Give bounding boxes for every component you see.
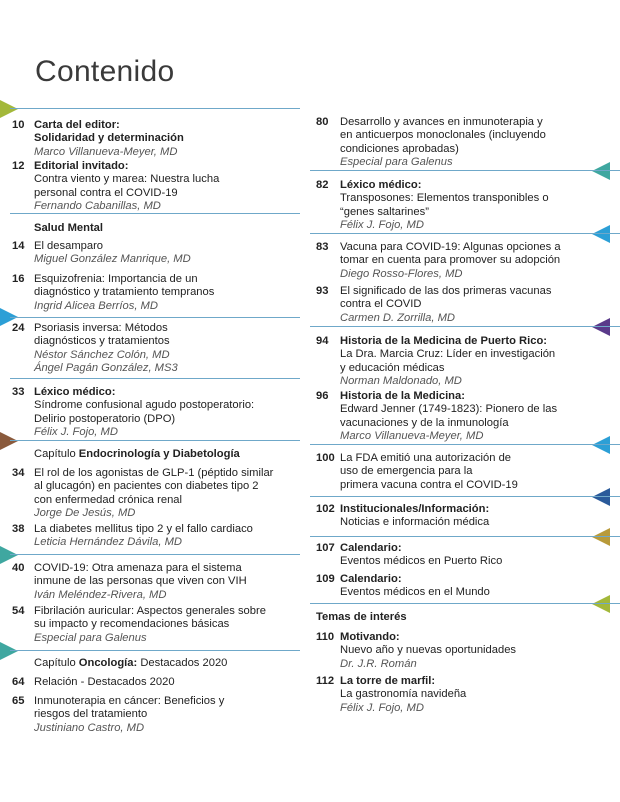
divider: [310, 444, 620, 445]
entry-title: Motivando:: [340, 631, 400, 643]
page-number: 83: [316, 241, 329, 253]
entry-title: Relación - Destacados 2020: [34, 676, 175, 688]
entry-title: COVID-19: Otra amenaza para el sistema: [34, 562, 242, 574]
entry-title: su impacto y recomendaciones básicas: [34, 618, 230, 631]
entry-title: diagnósticos y tratamientos: [34, 335, 170, 348]
page-number: 93: [316, 285, 329, 297]
entry-title: tomar en cuenta para promover su adopción: [340, 254, 561, 267]
entry-title: El rol de los agonistas de GLP-1 (péptido similar: [34, 467, 274, 479]
entry-title: Editorial invitado:: [34, 160, 129, 172]
toc-entry-16[interactable]: [12, 273, 297, 313]
entry-author: Jorge De Jesús, MD: [34, 506, 136, 519]
entry-author: Félix J. Fojo, MD: [34, 425, 118, 438]
green-marker-icon: [0, 100, 18, 118]
page-number: 10: [12, 119, 25, 131]
entry-title: Calendario:: [340, 542, 402, 554]
entry-title: Fibrilación auricular: Aspectos generales sobre: [34, 605, 266, 617]
page-number: 14: [12, 240, 25, 252]
entry-title: Contra viento y marea: Nuestra lucha: [34, 173, 220, 186]
divider: [10, 317, 300, 318]
entry-author: Ángel Pagán González, MS3: [34, 361, 178, 374]
entry-title: condiciones aprobadas): [340, 142, 459, 155]
divider: [310, 536, 620, 537]
toc-entry-83[interactable]: [316, 241, 616, 281]
page-number: 40: [12, 562, 25, 574]
toc-entry-40[interactable]: [12, 562, 297, 602]
toc-entry-12[interactable]: [12, 160, 297, 213]
entry-title: El significado de las dos primeras vacunas: [340, 285, 552, 297]
entry-title: Inmunoterapia en cáncer: Beneficios y: [34, 695, 225, 707]
entry-title: Léxico médico:: [34, 386, 116, 398]
entry-title: y educación médicas: [340, 361, 445, 374]
toc-entry-94[interactable]: [316, 335, 616, 388]
entry-author: Ingrid Alicea Berríos, MD: [34, 299, 158, 312]
section-prefix: Capítulo: [34, 657, 79, 669]
toc-entry-34[interactable]: [12, 467, 297, 520]
entry-title: Noticias e información médica: [340, 516, 490, 529]
entry-author: Félix J. Fojo, MD: [340, 701, 424, 714]
section-name: Oncología:: [78, 657, 138, 669]
entry-title: La diabetes mellitus tipo 2 y el fallo cardiaco: [34, 523, 253, 535]
toc-entry-93[interactable]: [316, 285, 616, 325]
divider: [310, 496, 620, 497]
toc-entry-65[interactable]: [12, 695, 297, 735]
entry-author: Fernando Cabanillas, MD: [34, 199, 161, 212]
entry-title: en anticuerpos monoclonales (incluyendo: [340, 129, 546, 142]
entry-author: Norman Maldonado, MD: [340, 374, 462, 387]
teal-marker-icon: [0, 642, 18, 660]
entry-title: Eventos médicos en el Mundo: [340, 586, 490, 599]
divider: [10, 650, 300, 651]
toc-entry-10[interactable]: [12, 119, 297, 159]
green-marker-icon: [592, 595, 610, 613]
entry-title: Delirio postoperatorio (DPO): [34, 412, 176, 425]
page-number: 94: [316, 335, 329, 347]
toc-entry-33[interactable]: [12, 386, 297, 439]
teal-marker-icon: [592, 162, 610, 180]
entry-title: Carta del editor:: [34, 119, 120, 131]
entry-title: con enfermedad crónica renal: [34, 493, 183, 506]
entry-title: Desarrollo y avances en inmunoterapia y: [340, 116, 543, 128]
page-number: 38: [12, 523, 25, 535]
entry-title: Edward Jenner (1749-1823): Pionero de las: [340, 403, 558, 416]
entry-title: Vacuna para COVID-19: Algunas opciones a: [340, 241, 561, 253]
toc-entry-100[interactable]: [316, 452, 616, 492]
divider: [10, 378, 300, 379]
entry-title: La FDA emitió una autorización de: [340, 452, 512, 464]
entry-author: Marco Villanueva-Meyer, MD: [34, 145, 178, 158]
page-number: 64: [12, 676, 25, 688]
entry-title: Nuevo año y nuevas oportunidades: [340, 644, 517, 657]
entry-author: Dr. J.R. Román: [340, 657, 417, 670]
entry-author: Especial para Galenus: [340, 155, 453, 168]
entry-title: Solidaridad y determinación: [34, 132, 184, 145]
divider: [10, 440, 300, 441]
toc-entry-112[interactable]: [316, 675, 616, 715]
page-number: 24: [12, 322, 25, 334]
entry-author: Félix J. Fojo, MD: [340, 218, 424, 231]
page-number: 102: [316, 503, 335, 515]
section-heading-endocrinologia: [34, 448, 240, 460]
page-number: 65: [12, 695, 25, 707]
divider: [10, 213, 300, 214]
entry-author: Carmen D. Zorrilla, MD: [340, 311, 455, 324]
page-number: 12: [12, 160, 25, 172]
entry-author: Leticia Hernández Dávila, MD: [34, 536, 182, 549]
page-number: 33: [12, 386, 25, 398]
entry-title: primera vacuna contra el COVID-19: [340, 478, 518, 491]
entry-title: vacunaciones y de la inmunología: [340, 416, 509, 429]
toc-entry-38[interactable]: [12, 523, 297, 550]
section-name: Endocrinología y Diabetología: [78, 448, 240, 460]
entry-title: Esquizofrenia: Importancia de un: [34, 273, 198, 285]
entry-title: diagnóstico y tratamiento tempranos: [34, 286, 215, 299]
entry-title: La Dra. Marcia Cruz: Líder en investigación: [340, 348, 556, 361]
page-number: 82: [316, 179, 329, 191]
toc-left-column: [0, 0, 300, 802]
toc-entry-80[interactable]: [316, 116, 616, 169]
page-number: 112: [316, 675, 335, 687]
section-heading-salud-mental: Salud Mental: [34, 222, 103, 234]
entry-title: Historia de la Medicina de Puerto Rico:: [340, 335, 548, 347]
divider: [310, 233, 620, 234]
divider: [310, 603, 620, 604]
toc-entry-82[interactable]: [316, 179, 616, 232]
page-number: 109: [316, 573, 335, 585]
page-number: 54: [12, 605, 25, 617]
entry-title: contra el COVID: [340, 298, 422, 311]
toc-entry-102[interactable]: [316, 503, 616, 530]
entry-title: La torre de marfil:: [340, 675, 436, 687]
entry-title: Calendario:: [340, 573, 402, 585]
entry-title: al glucagón) en pacientes con diabetes tipo 2: [34, 480, 259, 493]
divider: [310, 326, 620, 327]
entry-title: riesgos del tratamiento: [34, 708, 148, 721]
section-prefix: Capítulo: [34, 448, 79, 460]
entry-author: Miguel González Manrique, MD: [34, 253, 191, 266]
entry-title: Eventos médicos en Puerto Rico: [340, 555, 503, 568]
page-number: 110: [316, 631, 335, 643]
toc-entry-107[interactable]: [316, 542, 616, 569]
divider: [10, 108, 300, 109]
entry-title: uso de emergencia para la: [340, 465, 473, 478]
toc-entry-96[interactable]: [316, 390, 616, 443]
entry-author: Iván Meléndez-Rivera, MD: [34, 588, 167, 601]
page-number: 107: [316, 542, 335, 554]
page-number: 16: [12, 273, 25, 285]
toc-right-column: [310, 0, 610, 802]
brown-marker-icon: [0, 432, 18, 450]
section-heading-oncologia: [34, 657, 227, 669]
section-heading-temas: Temas de interés: [316, 611, 407, 623]
page-number: 34: [12, 467, 25, 479]
entry-title: La gastronomía navideña: [340, 688, 467, 701]
entry-title: personal contra el COVID-19: [34, 186, 178, 199]
entry-title: Psoriasis inversa: Métodos: [34, 322, 168, 334]
entry-title: Léxico médico:: [340, 179, 422, 191]
divider: [10, 554, 300, 555]
toc-entry-109[interactable]: [316, 573, 616, 600]
page-number: 80: [316, 116, 329, 128]
entry-author: Especial para Galenus: [34, 631, 147, 644]
entry-title: Institucionales/Información:: [340, 503, 490, 515]
entry-title: “genes saltarines”: [340, 205, 429, 218]
toc-entry-54[interactable]: [12, 605, 297, 645]
purple-marker-icon: [592, 318, 610, 336]
page-title: Contenido: [35, 55, 175, 88]
entry-title: inmune de las personas que viven con VIH: [34, 575, 247, 588]
entry-title: Historia de la Medicina:: [340, 390, 465, 402]
toc-entry-24[interactable]: [12, 322, 297, 375]
entry-title: Síndrome confusional agudo postoperatorio:: [34, 399, 255, 412]
toc-entry-64[interactable]: [12, 676, 297, 689]
toc-entry-14[interactable]: [12, 240, 297, 267]
entry-title: El desamparo: [34, 240, 104, 252]
entry-author: Justiniano Castro, MD: [34, 721, 145, 734]
entry-author: Diego Rosso-Flores, MD: [340, 267, 463, 280]
entry-author: Néstor Sánchez Colón, MD: [34, 348, 170, 361]
page-number: 96: [316, 390, 329, 402]
entry-title: Transposones: Elementos transponibles o: [340, 192, 549, 205]
toc-entry-110[interactable]: [316, 631, 616, 671]
entry-author: Marco Villanueva-Meyer, MD: [340, 429, 484, 442]
page-number: 100: [316, 452, 335, 464]
divider: [310, 170, 620, 171]
section-suffix: Destacados 2020: [137, 657, 228, 669]
